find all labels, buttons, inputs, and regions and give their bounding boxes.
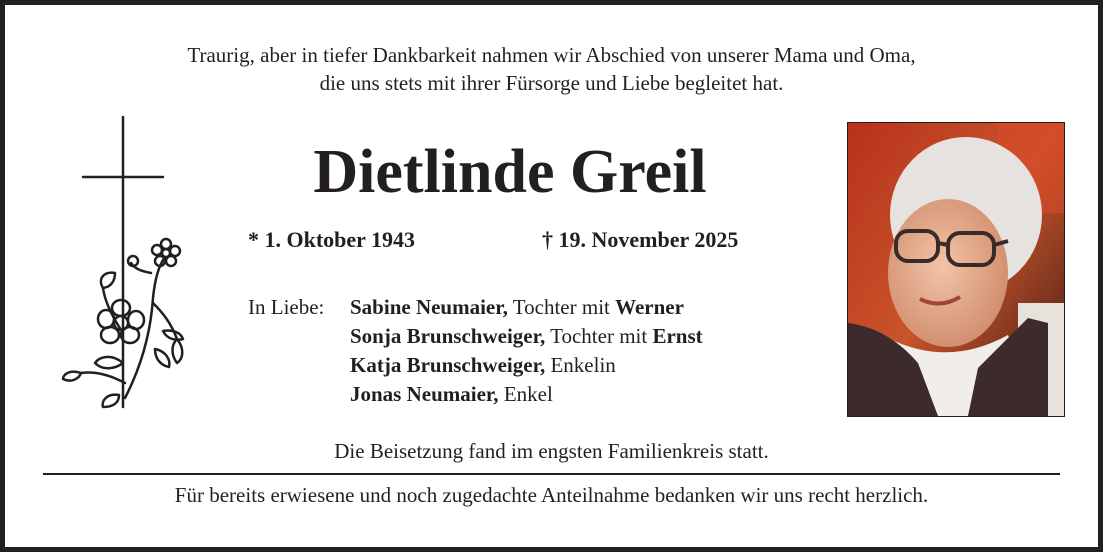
portrait-photo	[847, 122, 1065, 417]
mourner-name: Jonas Neumaier,	[350, 382, 499, 406]
divider	[43, 473, 1060, 475]
intro-line-2: die uns stets mit ihrer Fürsorge und Liebe begleitet hat.	[319, 71, 784, 95]
mourner-row	[350, 351, 703, 380]
mourner-partner: Werner	[615, 295, 684, 319]
mourner-row	[350, 380, 703, 409]
mourner-relation: Enkelin	[550, 353, 616, 377]
mourner-relation: Tochter mit	[512, 295, 610, 319]
mourner-partner: Ernst	[652, 324, 703, 348]
intro-line-1: Traurig, aber in tiefer Dankbarkeit nahmen wir Abschied von unserer Mama und Oma,	[187, 43, 916, 67]
mourner-row	[350, 293, 703, 322]
mourners-label: In Liebe:	[248, 295, 325, 319]
cross-with-flower-icon	[55, 113, 205, 413]
mourner-relation: Tochter mit	[550, 324, 648, 348]
portrait-image	[848, 123, 1064, 416]
mourner-relation: Enkel	[503, 382, 553, 406]
mourner-row	[350, 322, 703, 351]
thanks-note: Für bereits erwiesene und noch zugedachte Anteilnahme bedanken wir uns recht herzlich.	[174, 483, 929, 507]
birth-date: * 1. Oktober 1943	[248, 227, 416, 252]
mourners-list	[350, 293, 703, 409]
mourner-name: Sonja Brunschweiger,	[350, 324, 546, 348]
burial-note: Die Beisetzung fand im engsten Familienkreis statt.	[334, 439, 769, 463]
intro-text	[45, 41, 1058, 97]
deceased-name: Dietlinde Greil	[313, 138, 707, 206]
death-date: † 19. November 2025	[542, 227, 739, 252]
mourner-name: Katja Brunschweiger,	[350, 353, 546, 377]
mourner-name: Sabine Neumaier,	[350, 295, 508, 319]
